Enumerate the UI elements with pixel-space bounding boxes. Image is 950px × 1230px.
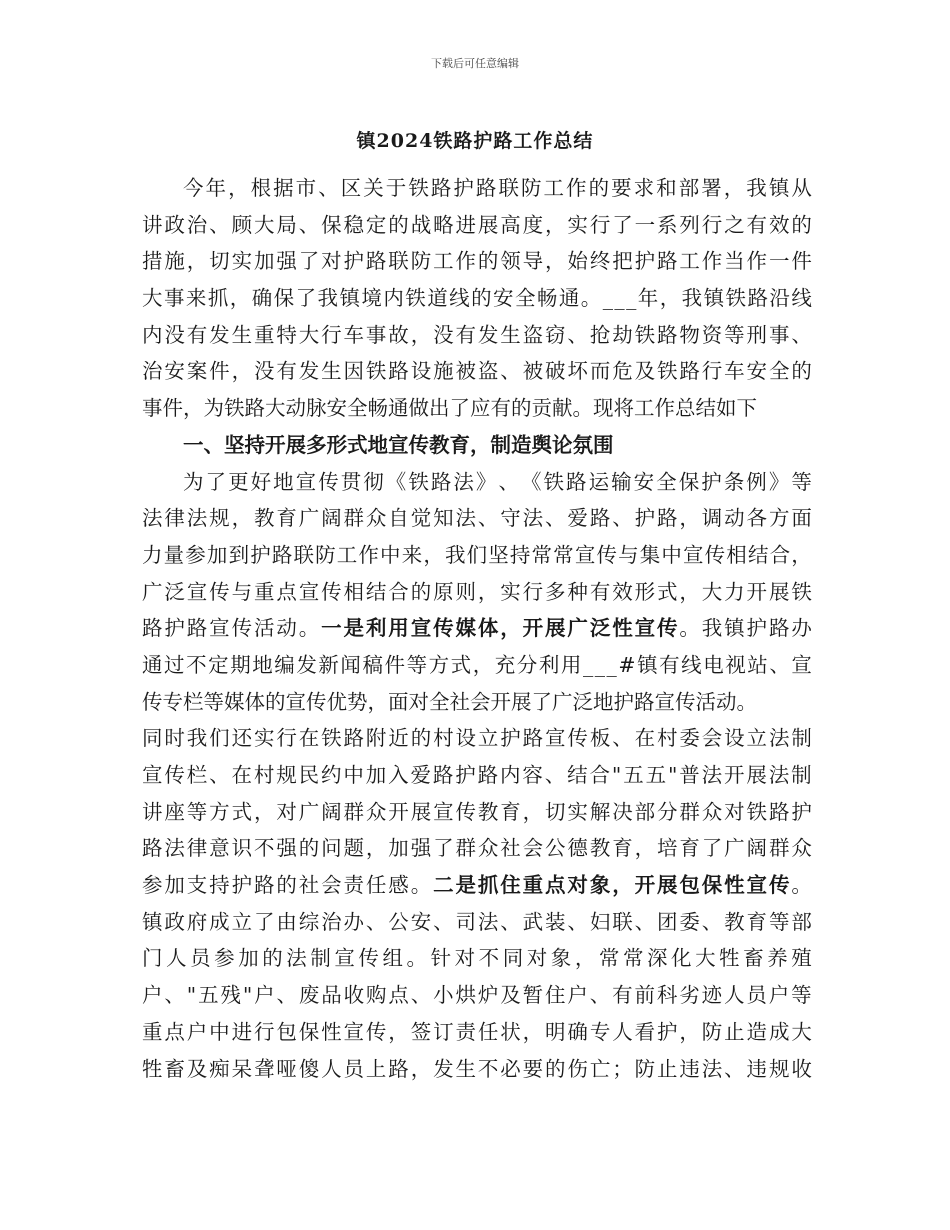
text-line: 参 加 支 持 护 路 的 社 会 责 任 感 。 二 是 抓 住 重 点 对 象 ， 开 展 包 保 性 宣 传 。 — [142, 873, 812, 898]
text-line: 讲 政 治 、 顾 大 局 、 保 稳 定 的 战 略 进 展 高 度 ， 实 行 了 一 系 列 行 之 有 效 的 — [142, 212, 812, 237]
text-line: 牲 畜 及 痴 呆 聋 哑 傻 人 员 上 路 ， 发 生 不 必 要 的 伤 亡 ； 防 止 违 法 、 违 规 收 — [142, 1056, 812, 1081]
header-note: 下载后可任意编辑 — [431, 57, 519, 70]
text-line: 治 安 案 件 ， 没 有 发 生 因 铁 路 设 施 被 盗 、 被 破 坏 而 危 及 铁 路 行 车 安 全 的 — [142, 359, 812, 384]
text-line: 广 泛 宣 传 与 重 点 宣 传 相 结 合 的 原 则 ， 实 行 多 种 有 效 形 式 ， 大 力 开 展 铁 — [142, 579, 812, 604]
document-title: 镇2024铁路护路工作总结 — [356, 130, 594, 152]
text-line: 法 律 法 规 ， 教 育 广 阔 群 众 自 觉 知 法 、 守 法 、 爱 路 、 护 路 ， 调 动 各 方 面 — [142, 506, 812, 531]
text-line: 讲 座 等 方 式 ， 对 广 阔 群 众 开 展 宣 传 教 育 ， 切 实 解 决 部 分 群 众 对 铁 路 护 — [142, 799, 812, 824]
text-line: 力 量 参 加 到 护 路 联 防 工 作 中 来 ， 我 们 坚 持 常 常 宣 传 与 集 中 宣 传 相 结 合 ， — [142, 542, 812, 567]
text-line: 事 件 ， 为 铁 路 大 动 脉 安 全 畅 通 做 出 了 应 有 的 贡 献 。 现 将 工 作 总 结 如 下 — [142, 396, 757, 421]
text-line: 内 没 有 发 生 重 特 大 行 车 事 故 ， 没 有 发 生 盗 窃 、 抢 劫 铁 路 物 资 等 刑 事 、 — [142, 322, 812, 347]
text-line: 镇 政 府 成 立 了 由 综 治 办 、 公 安 、 司 法 、 武 装 、 妇 联 、 团 委 、 教 育 等 部 — [142, 909, 812, 934]
document-body — [142, 170, 812, 1087]
text-line: 大 事 来 抓 ， 确 保 了 我 镇 境 内 铁 道 线 的 安 全 畅 通 。 _ _ _ 年 ， 我 镇 铁 路 沿 线 — [142, 286, 812, 311]
text-line: 同 时 我 们 还 实 行 在 铁 路 附 近 的 村 设 立 护 路 宣 传 板 、 在 村 委 会 设 立 法 制 — [142, 726, 812, 751]
text-line: 传 专 栏 等 媒 体 的 宣 传 优 势 ， 面 对 全 社 会 开 展 了 广 泛 地 护 路 宣 传 活 动 。 — [142, 689, 757, 714]
text-line: 重 点 户 中 进 行 包 保 性 宣 传 ， 签 订 责 任 状 ， 明 确 专 人 看 护 ， 防 止 造 成 大 — [142, 1019, 812, 1044]
text-line: 门 人 员 参 加 的 法 制 宣 传 组 。 针 对 不 同 对 象 ， 常 常 深 化 大 牲 畜 养 殖 — [142, 946, 812, 971]
text-line: 宣 传 栏 、 在 村 规 民 约 中 加 入 爱 路 护 路 内 容 、 结 合 " 五 五 " 普 法 开 展 法 制 — [142, 763, 812, 787]
text-line: 措 施 ， 切 实 加 强 了 对 护 路 联 防 工 作 的 领 导 ， 始 终 把 护 路 工 作 当 作 一 件 — [142, 249, 812, 274]
text-line: 路 法 律 意 识 不 强 的 问 题 ， 加 强 了 群 众 社 会 公 德 教 育 ， 培 育 了 广 阔 群 众 — [142, 836, 812, 861]
text-line: 路 护 路 宣 传 活 动 。 一 是 利 用 宣 传 媒 体 ， 开 展 广 泛 性 宣 传 。 我 镇 护 路 办 — [142, 616, 812, 641]
text-line: 今 年 ， 根 据 市 、 区 关 于 铁 路 护 路 联 防 工 作 的 要 求 和 部 署 ， 我 镇 从 — [183, 176, 812, 200]
text-line: 户 、 " 五 残 " 户 、 废 品 收 购 点 、 小 烘 炉 及 暂 住 户 、 有 前 科 劣 迹 人 员 户 等 — [142, 983, 812, 1008]
text-line: 通 过 不 定 期 地 编 发 新 闻 稿 件 等 方 式 ， 充 分 利 用 _ _ _ # 镇 有 线 电 视 站 、 宣 — [142, 652, 812, 677]
text-line: 一 、 坚 持 开 展 多 形 式 地 宣 传 教 育 ， 制 造 舆 论 氛 围 — [183, 432, 614, 457]
text-line: 为 了 更 好 地 宣 传 贯 彻 《 铁 路 法 》 、 《 铁 路 运 输 安 全 保 护 条 例 》 等 — [183, 469, 812, 494]
